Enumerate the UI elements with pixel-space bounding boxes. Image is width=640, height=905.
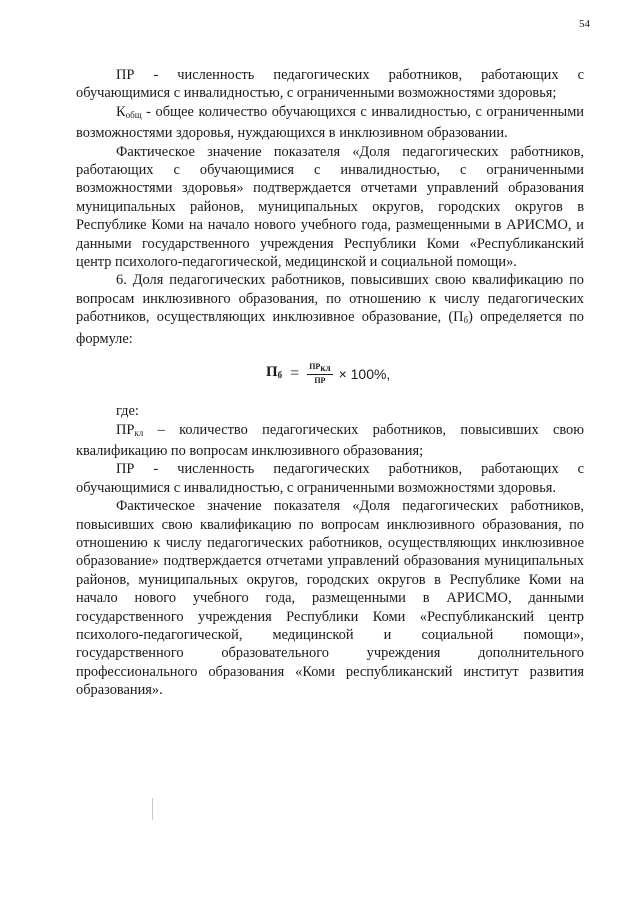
definition-prkl [76,421,584,461]
term-pr-kl: ПР [116,421,135,438]
definition-kobsh [76,103,584,143]
formula-block [76,354,584,400]
formula-numerator-subscript: кл [320,363,331,374]
indicator-6-text: 6. Доля педагогических работников, повысивших свою квалификацию по вопросам инклюзивного образования, по отношению к числу педагогических работников, осуществляющих инклюзивное образование, (П [76,272,584,326]
formula-equals: = [290,364,300,382]
term-pr-kl-subscript: кл [134,427,144,438]
term-k-subscript: общ [125,109,142,120]
formula-numerator [307,362,332,375]
formula-lhs [266,363,282,384]
term-pr: ПР [116,67,135,83]
definition-kobsh-text: - общее количество обучающихся с инвалидностью, с ограниченными возможностями здоровья, нуждающихся в инклюзивном образовании. [76,103,584,142]
page-number: 54 [579,18,590,30]
where-label: где: [116,403,139,420]
formula-lhs-subscript: б [277,370,283,381]
paragraph-fact-value-2: Фактическое значение показателя «Доля педагогических работников, повысивших свою квалификацию по вопросам инклюзивного образования, по отношению к числу педагогических работников, осуществляющих инклюзивное образование» подтверждается отчетами управлений образования муниципальных районов, муниципальных округов, городских округов в Республике Коми на начало нового учебного года, размещенными в АРИСМО, данными государственного учреждения Республики Коми «Республиканский центр психолого-педагогической, медицинской и социальной помощи», государственного образовательного учреждения дополнительного профессионального образования «Коми республиканский институт развития образования». [76,498,584,699]
paragraph-indicator-6 [76,271,584,348]
formula [266,362,390,386]
formula-lhs-letter: П [266,364,278,381]
formula-denominator: ПР [314,376,326,386]
definition-pr [76,66,584,103]
scan-artifact [152,798,153,820]
formula-numerator-letters: ПР [309,362,321,372]
definition-prkl-text: – количество педагогических работников, повысивших свою квалификацию по вопросам инклюзивного образования; [76,421,584,459]
definition-pr-text: - численность педагогических работников, работающих с обучающимися с инвалидностью, с ограниченными возможностями здоровья; [76,67,584,102]
indicator-6-end: ) определяется по формуле: [76,309,584,347]
document-body [76,66,584,700]
formula-fraction [307,362,332,386]
definition-pr-2: ПР - численность педагогических работников, работающих с обучающимися с инвалидностью, с ограниченными возможностями здоровья. [76,461,584,496]
formula-multiplier: × 100%, [338,365,391,382]
paragraph-fact-value-1: Фактическое значение показателя «Доля педагогических работников, работающих с обучающимися с инвалидностью, с ограниченными возможностями здоровья» подтверждается отчетами управлений образования муниципальных районов, муниципальных округов, городских округов в Республике Коми на начало нового учебного года, размещенными в АРИСМО, и данными государственного учреждения Республики Коми «Республиканский центр психолого-педагогической, медицинской и социальной помощи». [76,143,584,271]
indicator-6-subscript: б [463,315,469,326]
term-k: К [116,103,126,120]
